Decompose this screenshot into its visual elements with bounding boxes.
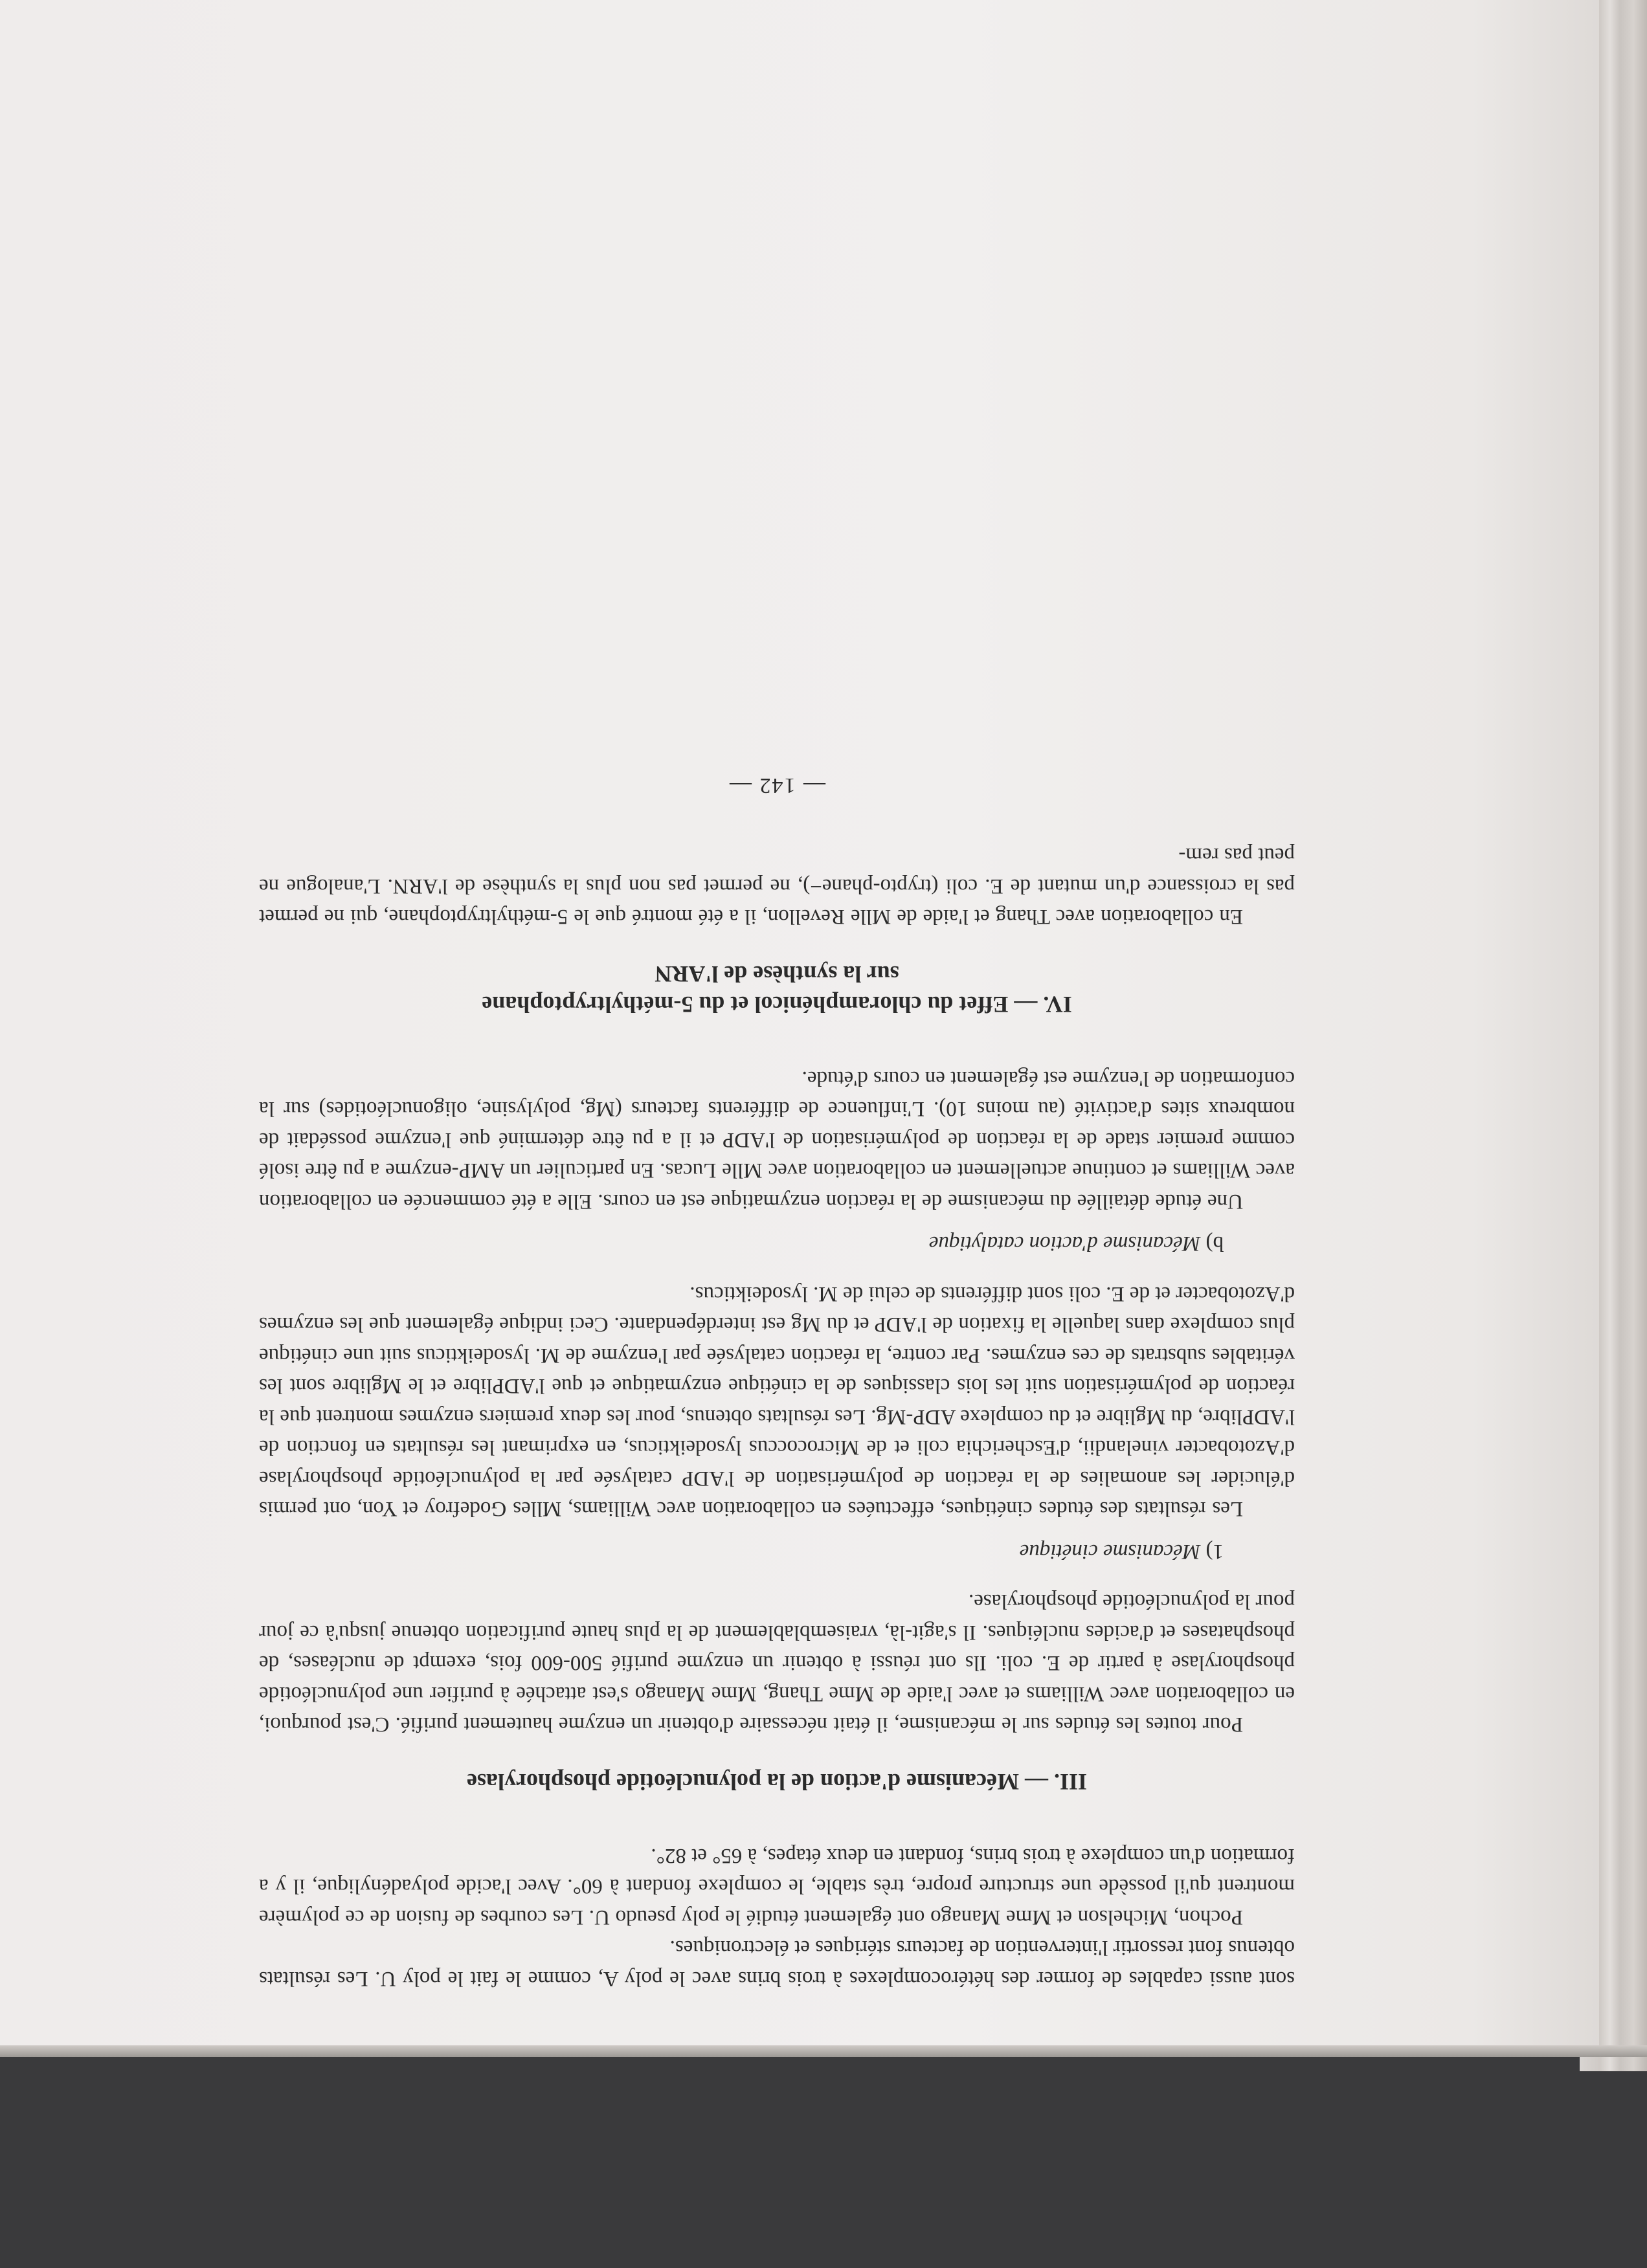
paragraph-catalytic: Une étude détaillée du mécanisme de la réaction enzymatique est en cours. Elle a été commencée en collaboration avec Williams et continue actuellement en collaboration avec Mlle Lucas. En particulier un AMP-enzyme a pu être isolé comme premier stade de la réaction de polymérisation de l'ADP et il a pu être déterminé que l'enzyme possédait de nombreux sites d'activité (au moins 10). L'influence de différents facteurs (Mg, polylysine, oligonucléotides) sur la conformation de l'enzyme est également en cours d'étude. xyxy=(259,1067,1295,1213)
subheading-1-title: Mécanisme cinétique xyxy=(1019,1540,1201,1563)
subheading-b-title: Mécanisme d'action catalytique xyxy=(928,1232,1201,1256)
page-bottom-edge xyxy=(0,2045,1647,2057)
paragraph-continuation: sont aussi capables de former des hétérocomplexes à trois brins avec le poly A, comme le fait le poly U. Les résultats obtenus font ressortir l'intervention de facteurs stériques et électroniques. xyxy=(259,1936,1295,1990)
section-heading-iv xyxy=(259,959,1295,1020)
subheading-1 xyxy=(259,1536,1224,1567)
section-heading-iv-line1: IV. — Effet du chloramphénicol et du 5-méthyltryptophane xyxy=(482,992,1072,1018)
subheading-b xyxy=(259,1228,1224,1259)
page-text-block xyxy=(259,246,1295,1994)
paragraph-chloramphenicol: En collaboration avec Thang et l'aide de Mlle Revellon, il a été montré que le 5-méthyltryptophane, qui ne permet pas la croissance d'un mutant de E. coli (trypto-phane−), ne permet pas non plus la synthèse de l'ARN. L'analogue ne peut pas rem- xyxy=(259,843,1295,929)
page-number: — 142 — xyxy=(728,773,825,797)
paragraph-purification: Pour toutes les études sur le mécanisme, il était nécessaire d'obtenir un enzyme hautement purifié. C'est pourquoi, en collaboration avec Williams et avec l'aide de Mme Thang, Mme Manago s'est attachée à purifier une polynucléotide phosphorylase à partir de E. coli. Ils ont réussi à obtenir un enzyme purifié 500-600 fois, exempt de nucléases, de phosphatases et d'acides nucléiques. Il s'agit-là, vraisemblablement de la plus haute purification obtenue jusqu'à ce jour pour la polynucléotide phosphorylase. xyxy=(259,1590,1295,1737)
section-heading-iii: III. — Mécanisme d'action de la polynucléotide phosphorylase xyxy=(466,1769,1088,1796)
section-heading-iv-line2: sur la synthèse de l'ARN xyxy=(655,961,899,988)
paragraph-pochon: Pochon, Michelson et Mme Manago ont également étudié le poly pseudo U. Les courbes de fusion de ce polymère montrent qu'il possède une structure propre, très stable, le complexe fondant à 60°. Avec l'acide polyadénylique, il y a formation d'un complexe à trois brins, fondant en deux étapes, à 65° et 82°. xyxy=(259,1844,1295,1929)
subheading-1-label: 1) xyxy=(1205,1540,1224,1563)
paragraph-kinetics: Les résultats des études cinétiques, effectuées en collaboration avec Williams, Mlles Godefroy et Yon, ont permis d'élucider les anomalies de la réaction de polymérisation de l'ADP catalysée par la polynucléotide phosphorylase d'Azotobacter vinelandii, d'Escherichia coli et de Micrococcus lysodeikticus, en exprimant les résultats en fonction de l'ADPlibre, du Mglibre et du complexe ADP-Mg. Les résultats obtenus, pour les deux premiers enzymes montrent que la réaction de polymérisation suit les lois classiques de la cinétique enzymatique et que l'ADPlibre et le Mglibre sont les véritables substrats de ces enzymes. Par contre, la réaction catalysée par l'enzyme de M. lysodeikticus suit une cinétique plus complexe dans laquelle la fixation de l'ADP et du Mg est interdépendante. Ceci indique également que les enzymes d'Azotobacter et de E. coli sont différents de celui de M. lysodeikticus. xyxy=(259,1282,1295,1521)
subheading-b-label: b) xyxy=(1205,1232,1224,1256)
